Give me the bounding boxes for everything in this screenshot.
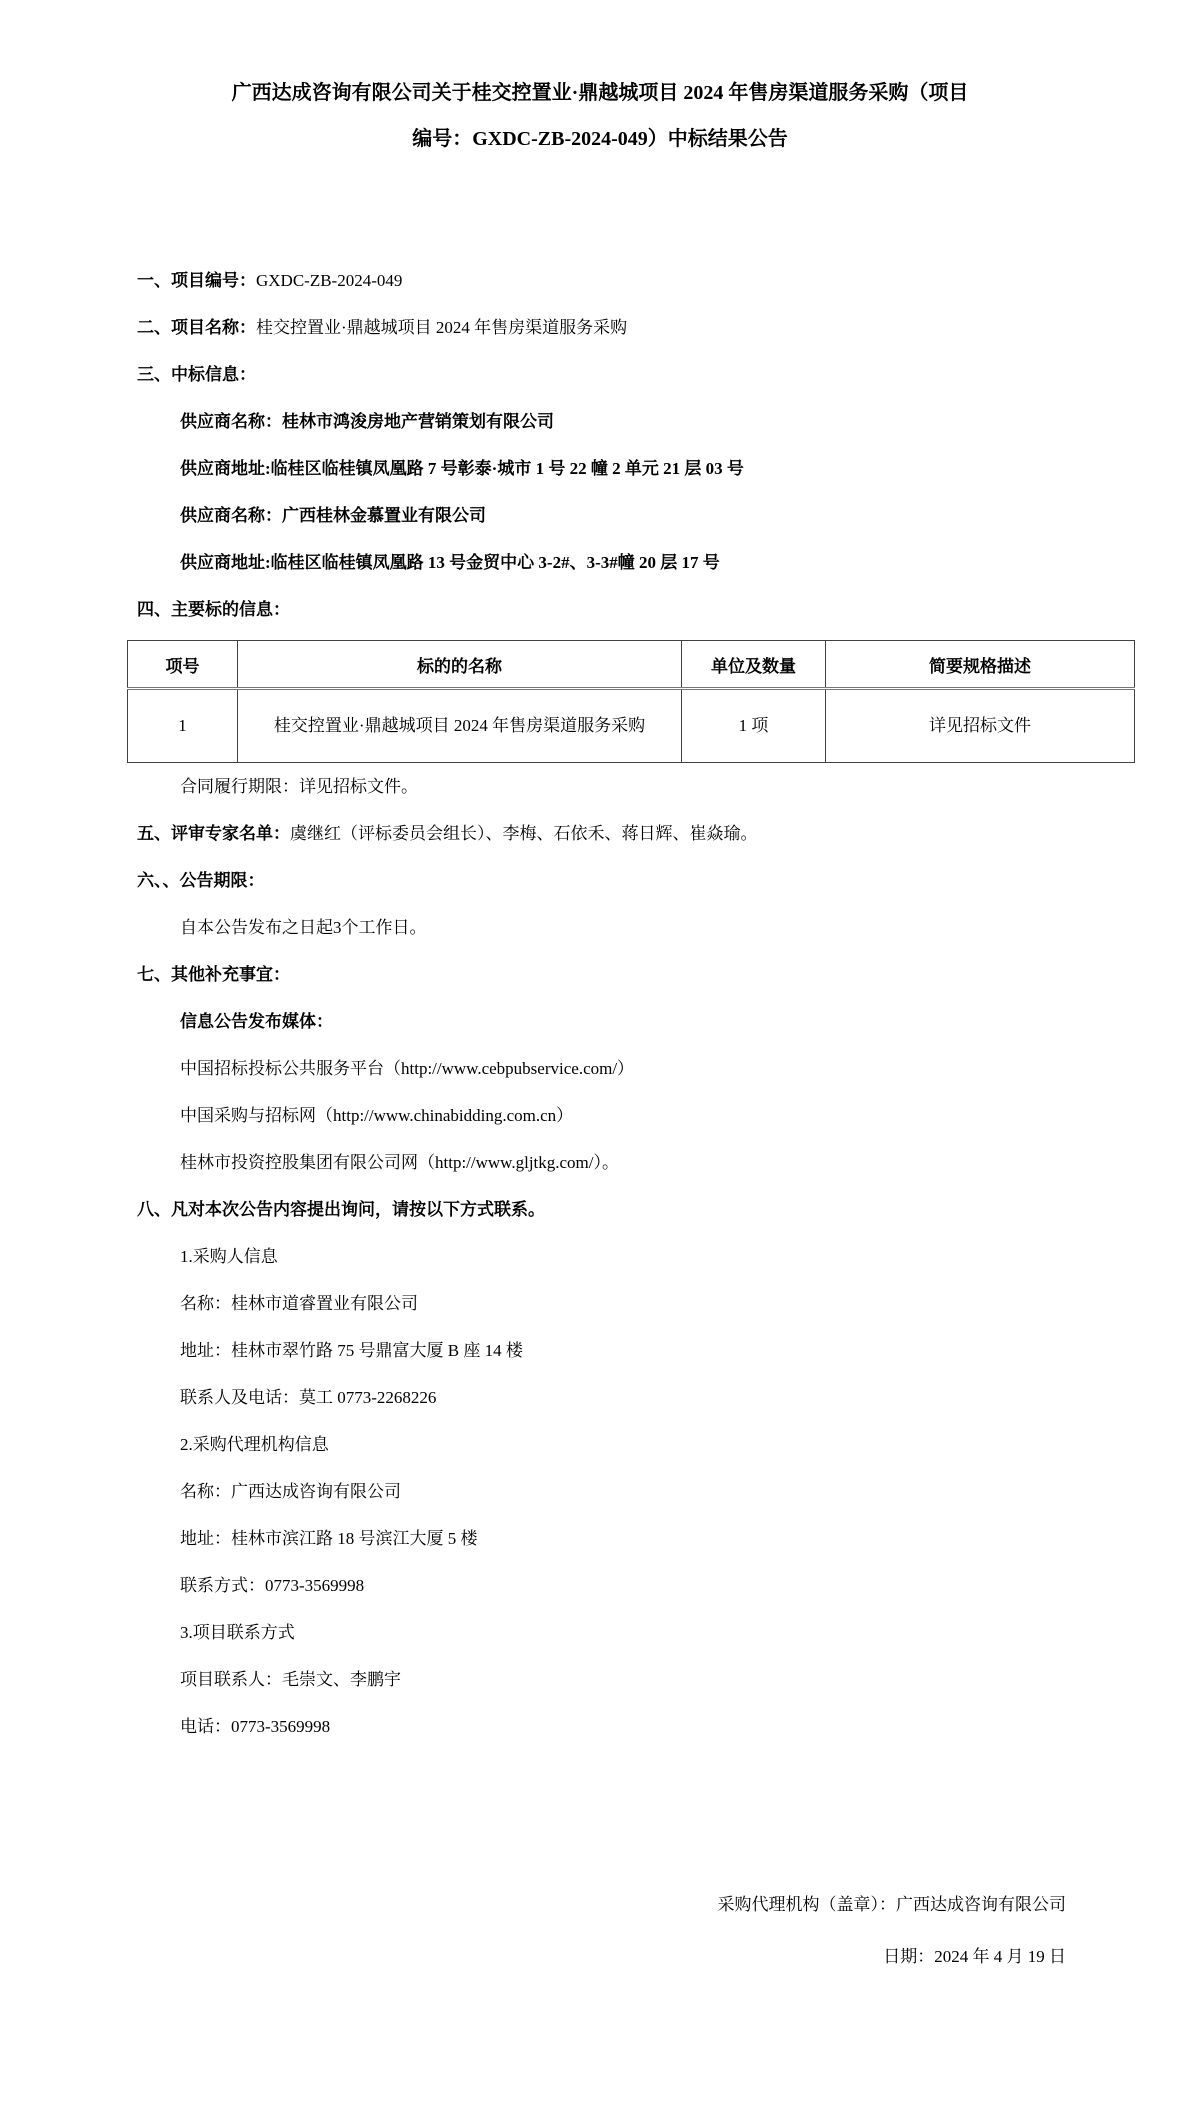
title-line-2: 编号：GXDC-ZB-2024-049）中标结果公告 — [412, 128, 788, 150]
media-item-3: 桂林市投资控股集团有限公司网（http://www.gljtkg.com/）。 — [180, 1153, 620, 1172]
section-project-number — [0, 257, 1200, 304]
section-experts — [0, 810, 1200, 857]
project-contact-phone: 电话：0773-3569998 — [180, 1717, 331, 1736]
section-inquiry-heading: 八、凡对本次公告内容提出询问，请按以下方式联系。 — [137, 1200, 545, 1219]
section-award-info-heading: 三、中标信息： — [137, 365, 256, 384]
agency-name: 名称：广西达成咨询有限公司 — [180, 1482, 401, 1501]
agency-contact: 联系方式：0773-3569998 — [180, 1576, 365, 1595]
table-header-row — [128, 641, 1135, 689]
buyer-contact: 联系人及电话：莫工 0773-2268226 — [180, 1388, 437, 1407]
supplier1-name: 供应商名称：桂林市鸿浚房地产营销策划有限公司 — [180, 412, 554, 431]
project-contact-heading: 3.项目联系方式 — [180, 1623, 295, 1642]
table-header-unit-qty: 单位及数量 — [682, 641, 826, 689]
section-notice-period-heading: 六、、公告期限： — [137, 871, 265, 890]
project-contact-persons: 项目联系人：毛崇文、李鹏宇 — [180, 1670, 401, 1689]
buyer-address: 地址：桂林市翠竹路 75 号鼎富大厦 B 座 14 楼 — [180, 1341, 523, 1360]
supplier1-address: 供应商地址:临桂区临桂镇凤凰路 7 号彰泰·城市 1 号 22 幢 2 单元 21 层 03 号 — [180, 459, 744, 478]
document-body — [0, 257, 1200, 1980]
table-header-item-no: 项号 — [128, 641, 238, 689]
supplier2-address: 供应商地址:临桂区临桂镇凤凰路 13 号金贸中心 3-2#、3-3#幢 20 层 17 号 — [180, 553, 720, 572]
section-experts-value: 虞继红（评标委员会组长）、李梅、石依禾、蒋日辉、崔焱瑜。 — [290, 824, 758, 843]
supplier2-name: 供应商名称：广西桂林金慕置业有限公司 — [180, 506, 486, 525]
section-experts-label: 五、评审专家名单： — [137, 824, 290, 843]
table-header-spec: 简要规格描述 — [826, 641, 1135, 689]
title-line-1: 广西达成咨询有限公司关于桂交控置业·鼎越城项目 2024 年售房渠道服务采购（项目 — [231, 82, 969, 104]
footer-date: 日期：2024 年 4 月 19 日 — [883, 1947, 1066, 1966]
document-title — [0, 0, 1200, 162]
section-project-number-label: 一、项目编号： — [137, 271, 256, 290]
agency-address: 地址：桂林市滨江路 18 号滨江大厦 5 楼 — [180, 1529, 478, 1548]
table-cell-item-no: 1 — [128, 689, 238, 763]
section-project-number-value: GXDC-ZB-2024-049 — [256, 271, 403, 290]
subject-info-table — [127, 640, 1135, 763]
media-item-2: 中国采购与招标网（http://www.chinabidding.com.cn） — [180, 1106, 574, 1125]
section-supplementary-heading: 七、其他补充事宜： — [137, 965, 290, 984]
section-project-name-value: 桂交控置业·鼎越城项目 2024 年售房渠道服务采购 — [256, 318, 628, 337]
buyer-heading: 1.采购人信息 — [180, 1247, 278, 1266]
footer-agency-seal: 采购代理机构（盖章）：广西达成咨询有限公司 — [717, 1895, 1066, 1914]
section-subject-info-heading: 四、主要标的信息： — [137, 600, 290, 619]
notice-period-body: 自本公告发布之日起3个工作日。 — [180, 918, 427, 937]
media-label: 信息公告发布媒体： — [180, 1012, 333, 1031]
media-item-1: 中国招标投标公共服务平台（http://www.cebpubservice.com/） — [180, 1059, 635, 1078]
table-header-subject-name: 标的的名称 — [238, 641, 682, 689]
document-footer — [0, 1881, 1200, 1980]
table-cell-unit-qty: 1 项 — [682, 689, 826, 763]
table-cell-subject-name: 桂交控置业·鼎越城项目 2024 年售房渠道服务采购 — [238, 689, 682, 763]
table-cell-spec: 详见招标文件 — [826, 689, 1135, 763]
table-row — [128, 689, 1135, 763]
agency-heading: 2.采购代理机构信息 — [180, 1435, 329, 1454]
section-project-name-label: 二、项目名称： — [137, 318, 256, 337]
buyer-name: 名称：桂林市道睿置业有限公司 — [180, 1294, 418, 1313]
contract-period: 合同履行期限：详见招标文件。 — [180, 777, 418, 796]
section-project-name — [0, 304, 1200, 351]
